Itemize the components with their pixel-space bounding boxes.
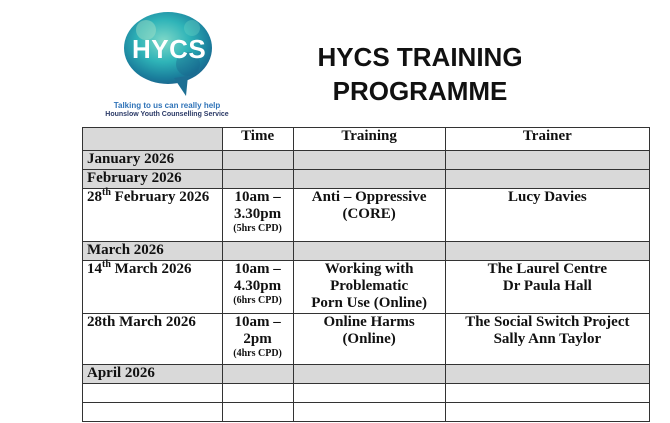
date-rest: February 2026 (110, 189, 210, 205)
empty-cell (222, 384, 293, 403)
empty-cell (445, 403, 649, 422)
table-header-row (83, 128, 650, 151)
table-row (83, 403, 650, 422)
month-label: April 2026 (83, 365, 223, 384)
training-title: Problematic (330, 278, 409, 294)
header-cell-training: Training (293, 128, 445, 151)
month-label: January 2026 (83, 151, 223, 170)
time-start: 10am – (234, 314, 281, 330)
event-time (222, 189, 293, 242)
training-subtitle: (Online) (342, 331, 396, 347)
month-row-january (83, 151, 650, 170)
event-date: 28th March 2026 (83, 314, 223, 365)
date-day: 28 (87, 189, 102, 205)
empty-cell (445, 365, 649, 384)
trainer-organisation: The Social Switch Project (465, 314, 630, 330)
event-training (293, 314, 445, 365)
empty-cell (445, 170, 649, 189)
training-programme-table (82, 127, 650, 422)
empty-cell (83, 384, 223, 403)
event-trainer (445, 314, 649, 365)
month-label: February 2026 (83, 170, 223, 189)
empty-cell (445, 151, 649, 170)
month-label: March 2026 (83, 242, 223, 261)
table-row (83, 384, 650, 403)
trainer-name: Dr Paula Hall (502, 278, 592, 294)
cpd-hours: (5hrs CPD) (233, 223, 282, 234)
header-cell-blank (83, 128, 223, 151)
logo-text: HYCS (132, 34, 207, 64)
empty-cell (445, 242, 649, 261)
hycs-logo (92, 8, 242, 120)
trainer-name: Lucy Davies (507, 189, 587, 205)
cpd-hours: (6hrs CPD) (233, 295, 282, 306)
title-line-2: PROGRAMME (332, 76, 508, 106)
month-row-february (83, 170, 650, 189)
event-training (293, 261, 445, 314)
event-trainer (445, 189, 649, 242)
month-row-march (83, 242, 650, 261)
empty-cell (222, 242, 293, 261)
empty-cell (293, 170, 445, 189)
header-cell-trainer: Trainer (445, 128, 649, 151)
empty-cell (222, 365, 293, 384)
training-subtitle: (CORE) (342, 206, 396, 222)
empty-cell (83, 403, 223, 422)
event-training (293, 189, 445, 242)
header-cell-time: Time (222, 128, 293, 151)
date-day: 14 (87, 261, 102, 277)
empty-cell (445, 384, 649, 403)
empty-cell (222, 403, 293, 422)
date-suffix: th (102, 259, 111, 270)
event-time (222, 314, 293, 365)
time-start: 10am – (234, 189, 281, 205)
event-trainer (445, 261, 649, 314)
table-row (83, 314, 650, 365)
training-title: Online Harms (323, 314, 415, 330)
tagline-text: Talking to us can really help (113, 101, 221, 110)
logo-tagline (92, 101, 242, 119)
table-row (83, 189, 650, 242)
empty-cell (293, 403, 445, 422)
empty-cell (293, 384, 445, 403)
time-end: 3.30pm (234, 206, 282, 222)
empty-cell (222, 151, 293, 170)
month-row-april (83, 365, 650, 384)
page-title (300, 40, 540, 108)
empty-cell (293, 242, 445, 261)
time-start: 10am – (234, 261, 281, 277)
time-end: 2pm (243, 331, 272, 347)
training-title: Anti – Oppressive (311, 189, 427, 205)
training-title: Working with (324, 261, 414, 277)
empty-cell (293, 365, 445, 384)
trainer-name: Sally Ann Taylor (493, 331, 602, 347)
organisation-name: Hounslow Youth Counselling Service (105, 111, 229, 118)
cpd-hours: (4hrs CPD) (233, 348, 282, 359)
time-end: 4.30pm (234, 278, 282, 294)
date-rest: March 2026 (110, 261, 192, 277)
training-title: Porn Use (Online) (311, 295, 428, 311)
event-date (83, 189, 223, 242)
date-suffix: th (102, 187, 111, 198)
title-line-1: HYCS TRAINING (317, 42, 523, 72)
table-row (83, 261, 650, 314)
empty-cell (222, 170, 293, 189)
empty-cell (293, 151, 445, 170)
event-date (83, 261, 223, 314)
event-time (222, 261, 293, 314)
trainer-organisation: The Laurel Centre (487, 261, 608, 277)
